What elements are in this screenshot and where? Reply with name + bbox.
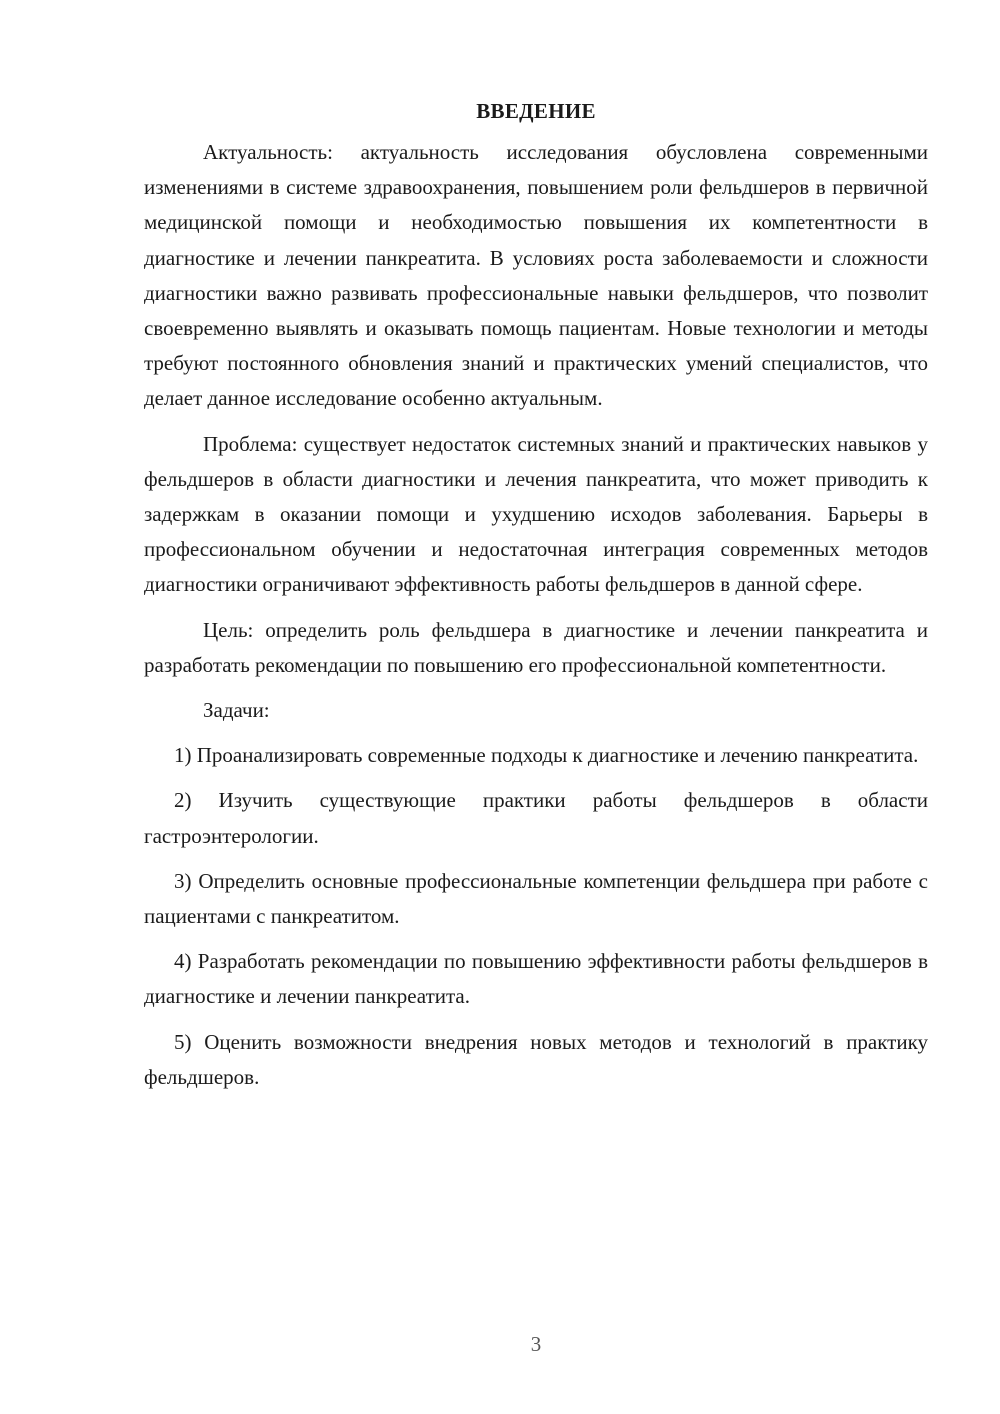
task-item-1: 1) Проанализировать современные подходы к диагностике и лечению панкреатита.	[174, 743, 919, 768]
task-item-2: 2) Изучить существующие практики работы фельдшеров в области гастроэнтерологии.	[144, 788, 928, 848]
task-list	[144, 738, 928, 1095]
section-title: ВВЕДЕНИЕ	[476, 99, 596, 123]
page-number: 3	[530, 1332, 542, 1356]
paragraph-problem: Проблема: существует недостаток системных знаний и практических навыков у фельдшеров в области диагностики и лечения панкреатита, что может приводить к задержкам в оказании помощи и ухудшению исходов заболевания. Барьеры в профессиональном обучении и недостаточная интеграция современных методов диагностики ограничивают эффективность работы фельдшеров в данной сфере.	[144, 431, 928, 597]
task-item-3: 3) Определить основные профессиональные компетенции фельдшера при работе с пациентами с панкреатитом.	[144, 868, 928, 929]
task-item-4: 4) Разработать рекомендации по повышению эффективности работы фельдшеров в диагностике и лечении панкреатита.	[144, 949, 928, 1009]
document-page	[144, 94, 928, 1105]
task-item-5: 5) Оценить возможности внедрения новых методов и технологий в практику фельдшеров.	[144, 1029, 928, 1089]
paragraph-goal: Цель: определить роль фельдшера в диагностике и лечении панкреатита и разработать рекомендации по повышению его профессиональной компетентности.	[144, 617, 928, 677]
tasks-label: Задачи:	[203, 698, 270, 723]
paragraph-relevance: Актуальность: актуальность исследования обусловлена современными изменениями в системе здравоохранения, повышением роли фельдшеров в первичной медицинской помощи и необходимостью повышения их компетентности в диагностике и лечении панкреатита. В условиях роста заболеваемости и сложности диагностики важно развивать профессиональные навыки фельдшеров, что позволит своевременно выявлять и оказывать помощь пациентам. Новые технологии и методы требуют постоянного обновления знаний и практических умений специалистов, что делает данное исследование особенно актуальным.	[144, 140, 928, 411]
